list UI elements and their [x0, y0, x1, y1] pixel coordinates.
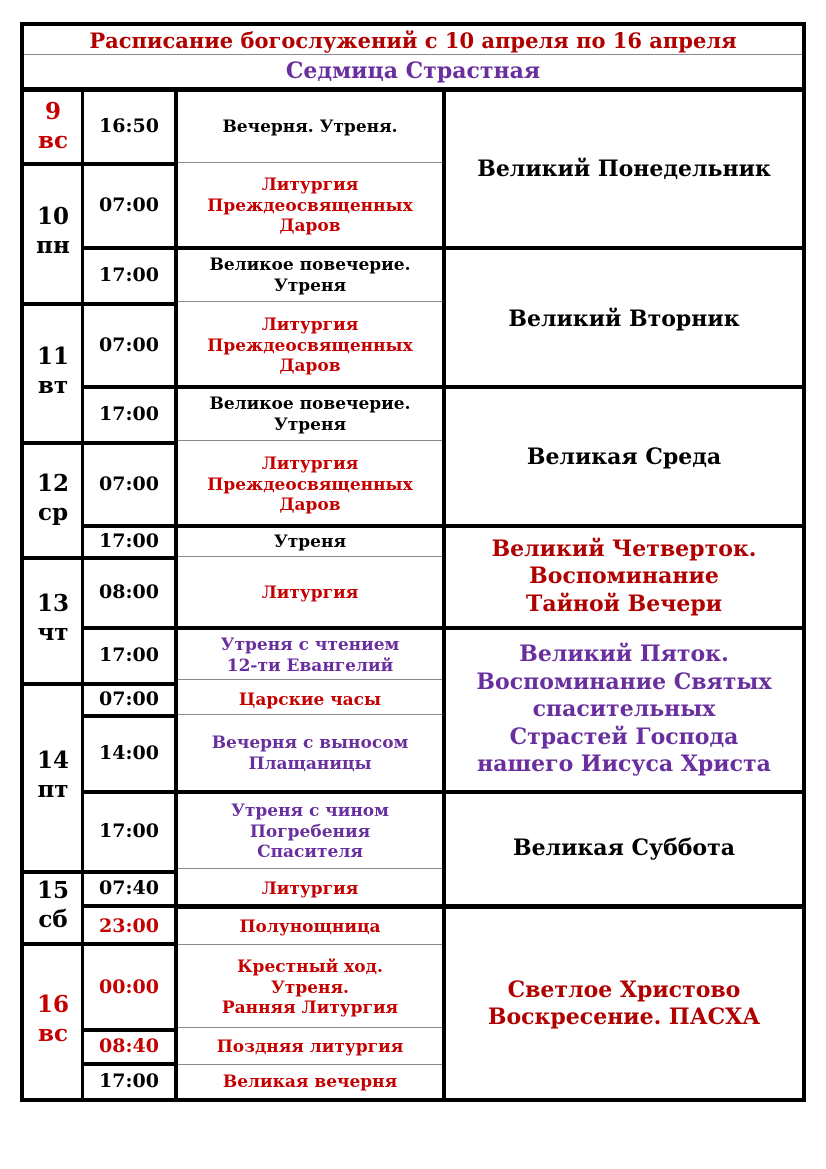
column-divider [442, 92, 446, 1098]
time-cell: 17:00 [99, 644, 159, 667]
feast-cell: Великая Суббота [513, 835, 735, 862]
service-cell: Литургия Преждеосвященных Даров [207, 453, 413, 516]
row-divider [178, 904, 802, 909]
week-subtitle: Седмица Страстная [285, 58, 541, 85]
schedule-title: Расписание богослужений с 10 апреля по 16 апреля [89, 27, 737, 53]
day-cell: 10 пн [36, 203, 70, 259]
row-divider [178, 556, 442, 557]
row-divider [24, 441, 178, 445]
row-divider [178, 714, 442, 715]
feast-cell: Великая Среда [526, 444, 722, 471]
time-cell: 17:00 [99, 264, 159, 287]
row-divider [178, 440, 442, 441]
feast-cell: Великий Вторник [508, 306, 740, 333]
service-cell: Царские часы [238, 689, 382, 710]
row-divider [178, 301, 442, 302]
service-cell: Великое повечерие. Утреня [209, 394, 411, 435]
day-cell: 11 вт [36, 342, 69, 399]
row-divider [178, 246, 802, 250]
time-cell: 23:00 [99, 915, 159, 938]
time-cell: 07:00 [99, 473, 159, 496]
row-divider [178, 162, 442, 163]
time-cell: 07:00 [99, 334, 159, 357]
day-cell: 13 чт [36, 590, 69, 646]
column-divider [81, 92, 84, 1098]
feast-cell: Великий Понедельник [477, 156, 771, 183]
service-cell: Крестный ход. Утреня. Ранняя Литургия [221, 956, 399, 1019]
row-divider [178, 868, 442, 869]
service-cell: Утреня [273, 531, 347, 552]
row-divider [178, 1064, 442, 1065]
row-divider [178, 385, 802, 389]
row-divider [178, 790, 802, 794]
column-divider [174, 92, 178, 1098]
row-divider [84, 1062, 178, 1066]
row-divider [24, 942, 178, 946]
row-divider [84, 246, 178, 250]
day-cell: 12 ср [36, 469, 69, 526]
feast-cell: Светлое Христово Воскресение. ПАСХА [487, 976, 761, 1030]
time-cell: 16:50 [99, 115, 159, 138]
row-divider [178, 626, 802, 630]
service-cell: Полунощница [239, 916, 381, 937]
day-cell: 14 пт [36, 747, 69, 803]
table-border [20, 22, 24, 1102]
time-cell: 08:00 [99, 581, 159, 604]
row-divider [24, 682, 178, 686]
time-cell: 14:00 [99, 742, 159, 765]
time-cell: 17:00 [99, 820, 159, 843]
table-border [802, 22, 806, 1102]
header-divider [20, 87, 806, 92]
time-cell: 08:40 [99, 1035, 159, 1058]
service-cell: Литургия Преждеосвященных Даров [207, 314, 413, 377]
service-cell: Литургия [261, 878, 359, 899]
service-cell: Великая вечерня [222, 1071, 398, 1092]
service-cell: Литургия Преждеосвященных Даров [207, 174, 413, 237]
table-border [20, 1098, 806, 1102]
row-divider [178, 944, 442, 945]
time-cell: 00:00 [99, 976, 159, 999]
time-cell: 17:00 [99, 1070, 159, 1093]
day-cell: 9 вс [38, 98, 68, 154]
time-cell: 07:00 [99, 688, 159, 711]
feast-cell: Великий Пяток. Воспоминание Святых спасительных Страстей Господа нашего Иисуса Христа [476, 641, 772, 778]
row-divider [84, 904, 178, 908]
row-divider [84, 790, 178, 794]
feast-cell: Великий Четверток. Воспоминание Тайной Вечери [491, 535, 757, 617]
day-cell: 15 сб [36, 877, 69, 933]
service-cell: Вечерня с выносом Плащаницы [211, 733, 409, 774]
row-divider [24, 556, 178, 560]
service-cell: Литургия [261, 582, 359, 603]
row-divider [84, 524, 178, 528]
row-divider [24, 870, 178, 874]
row-divider [84, 385, 178, 389]
header-divider [24, 54, 802, 55]
row-divider [178, 524, 802, 528]
day-cell: 16 вс [36, 991, 69, 1047]
table-border [20, 22, 806, 26]
row-divider [24, 162, 178, 166]
row-divider [178, 679, 442, 680]
time-cell: 07:00 [99, 194, 159, 217]
row-divider [84, 1028, 178, 1032]
service-cell: Утреня с чином Погребения Спасителя [231, 800, 389, 863]
time-cell: 07:40 [99, 877, 159, 900]
service-cell: Вечерня. Утреня. [222, 116, 398, 137]
row-divider [84, 626, 178, 630]
row-divider [178, 1027, 442, 1028]
service-cell: Великое повечерие. Утреня [209, 255, 411, 296]
service-cell: Утреня с чтением 12-ти Евангелий [220, 635, 400, 676]
row-divider [24, 302, 178, 306]
time-cell: 17:00 [99, 403, 159, 426]
time-cell: 17:00 [99, 530, 159, 553]
row-divider [84, 714, 178, 718]
service-cell: Поздняя литургия [216, 1036, 404, 1057]
